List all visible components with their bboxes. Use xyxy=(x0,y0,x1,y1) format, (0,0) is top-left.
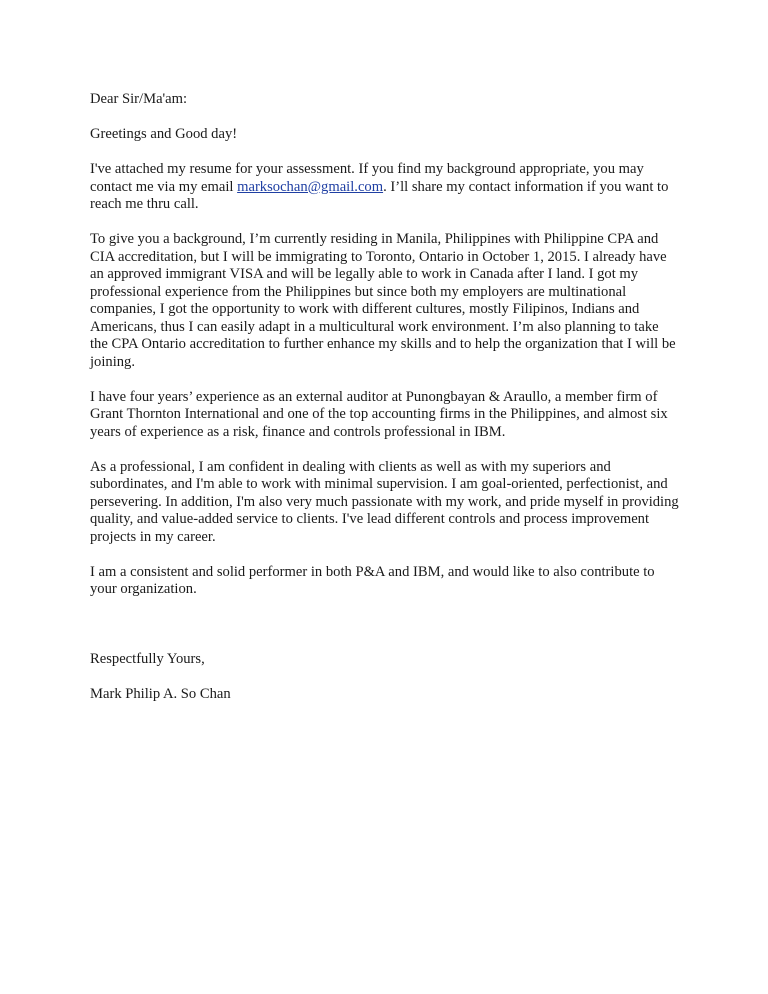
salutation: Dear Sir/Ma'am: xyxy=(90,91,188,107)
closing: Respectfully Yours, xyxy=(90,650,205,667)
paragraph-professional: As a professional, I am confident in dealing with clients as well as with my superiors and subordinates, and I'm able to work with minimal supervision. I am goal-oriented, perfectionist, and persevering. In addition, I'm also very much passionate with my work, and pride myself in providing quality, and value-added service to clients. I've lead different controls and process improvement projects in my career. xyxy=(90,458,679,545)
paragraph-resume-text-before: I've attached my resume for your assessment. If you find my background appropriate, you may contact me via my email xyxy=(90,161,644,195)
signature-name: Mark Philip A. So Chan xyxy=(90,685,231,702)
paragraph-background: To give you a background, I’m currently residing in Manila, Philippines with Philippine CPA and CIA accreditation, but I will be immigrating to Toronto, Ontario in October 1, 2015. I already have an approved immigrant VISA and will be legally able to work in Canada after I land. I got my professional experience from the Philippines but since both my employers are multinational companies, I got the opportunity to work with different cultures, mostly Filipinos, Indians and Americans, thus I can easily adapt in a multicultural work environment. I’m also planning to take the CPA Ontario accreditation to further enhance my skills and to help the organization that I will be joining. xyxy=(90,231,676,370)
paragraph-resume-text-after: . I’ll share my contact information if you want to reach me thru call. xyxy=(90,178,669,212)
email-link[interactable]: marksochan@gmail.com xyxy=(237,178,384,195)
cover-letter xyxy=(90,91,680,703)
paragraph-performer: I am a consistent and solid performer in both P&A and IBM, and would like to also contribute to your organization. xyxy=(90,563,655,597)
greeting: Greetings and Good day! xyxy=(90,126,238,142)
paragraph-resume xyxy=(90,161,680,214)
paragraph-experience: I have four years’ experience as an external auditor at Punongbayan & Araullo, a member firm of Grant Thornton International and one of the top accounting firms in the Philippines, and almost six years of experience as a risk, finance and controls professional in IBM. xyxy=(90,388,668,440)
